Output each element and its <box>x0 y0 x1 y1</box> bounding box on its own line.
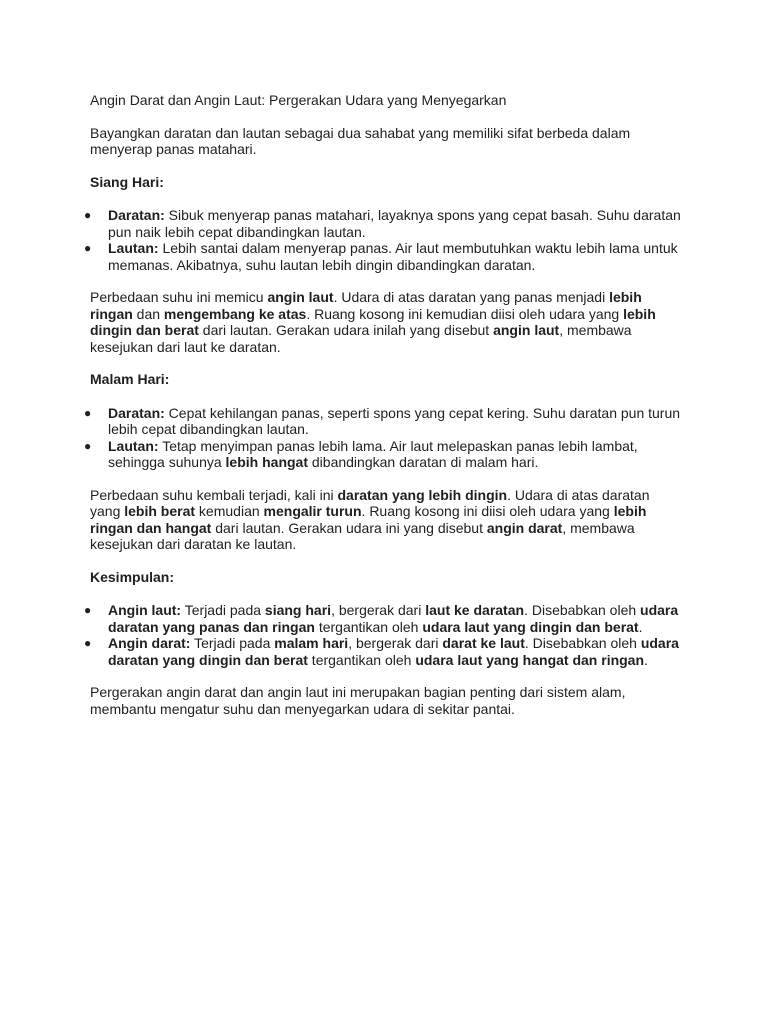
term-label: Daratan: <box>108 207 165 223</box>
text-run: Perbedaan suhu ini memicu <box>90 289 268 305</box>
document-body <box>84 92 682 733</box>
bold-run: darat ke laut <box>442 635 525 651</box>
item-text: Lebih santai dalam menyerap panas. Air laut membutuhkan waktu lebih lama untuk memanas. Akibatnya, suhu lautan lebih dingin dibandingkan daratan. <box>108 240 678 273</box>
text-run: . Ruang kosong ini diisi oleh udara yang <box>361 503 614 519</box>
text-run: . Disebabkan oleh <box>524 635 641 651</box>
text-run: , bergerak dari <box>348 635 443 651</box>
siang-explanation <box>90 289 682 355</box>
bold-run: angin laut <box>267 289 334 305</box>
item-text: Sibuk menyerap panas matahari, layaknya spons yang cepat basah. Suhu daratan pun naik lebih cepat dibandingkan lautan. <box>108 207 681 240</box>
text-run: kemudian <box>195 503 264 519</box>
siang-heading: Siang Hari: <box>90 173 164 190</box>
bullet-icon: ● <box>84 241 92 255</box>
bold-run: lebih hangat <box>225 454 308 470</box>
malam-list <box>84 404 682 471</box>
text-run: tergantikan oleh <box>307 651 416 668</box>
text-run: . Udara di atas daratan yang panas menjadi <box>333 289 610 305</box>
malam-heading: Malam Hari: <box>90 371 170 387</box>
bold-run: lebih berat <box>124 503 196 519</box>
term-label: Lautan: <box>108 240 159 256</box>
text-run: dari lautan. Gerakan udara inilah yang disebut <box>198 322 494 338</box>
text-run: , membawa kesejukan dari daratan ke lautan. <box>90 519 635 552</box>
intro-paragraph: Bayangkan daratan dan lautan sebagai dua sahabat yang memiliki sifat berbeda dalam menyerap panas matahari. <box>90 124 631 157</box>
text-run: . Disebabkan oleh <box>524 602 641 618</box>
bold-run: udara laut yang dingin dan berat <box>422 618 639 635</box>
bullet-icon: ● <box>84 438 92 453</box>
text-run: dari lautan. Gerakan udara ini yang disebut <box>211 519 487 536</box>
closing-paragraph: Pergerakan angin darat dan angin laut ini merupakan bagian penting dari sistem alam, membantu mengatur suhu dan menyegarkan udara di sekitar pantai. <box>90 684 626 717</box>
list-item <box>84 207 682 240</box>
document-title: Angin Darat dan Angin Laut: Pergerakan Udara yang Menyegarkan <box>90 92 507 108</box>
siang-list <box>84 207 682 273</box>
text-run: , bergerak dari <box>331 602 426 618</box>
text-run: . <box>638 618 643 635</box>
bold-run: angin laut <box>493 322 560 338</box>
bold-run: lebih ringan <box>90 289 642 322</box>
item-text: Cepat kehilangan panas, seperti spons yang cepat kering. Suhu daratan pun turun lebih cepat dibandingkan lautan. <box>108 404 681 437</box>
bold-run: lebih ringan dan hangat <box>90 503 647 536</box>
kesimpulan-heading: Kesimpulan: <box>90 568 175 585</box>
text-run: . Udara di atas daratan yang <box>90 486 650 519</box>
term-label: Angin darat: <box>108 635 191 651</box>
text-run: . Ruang kosong ini kemudian diisi oleh udara yang <box>306 305 624 322</box>
list-item <box>84 240 682 273</box>
list-item <box>84 602 682 635</box>
bullet-icon: ● <box>84 636 92 650</box>
bold-run: lebih dingin dan berat <box>90 305 656 338</box>
bold-run: siang hari <box>264 602 332 618</box>
list-item <box>84 437 682 471</box>
term-label: Lautan: <box>108 437 159 454</box>
text-run: Perbedaan suhu kembali terjadi, kali ini <box>90 486 338 503</box>
term-label: Angin laut: <box>108 602 182 618</box>
text-run: Terjadi pada <box>181 602 265 618</box>
bold-run: malam hari <box>274 635 349 651</box>
bullet-icon: ● <box>84 405 92 420</box>
text-run: , membawa kesejukan dari laut ke daratan. <box>90 322 632 355</box>
text-run: Terjadi pada <box>190 635 275 651</box>
term-label: Daratan: <box>108 404 165 421</box>
kesimpulan-list <box>84 602 682 668</box>
list-item <box>84 635 682 668</box>
list-item <box>84 404 682 438</box>
text-run: . <box>644 651 648 668</box>
bold-run: mengembang ke atas <box>163 305 307 322</box>
bullet-icon: ● <box>84 603 92 617</box>
item-text: Tetap menyimpan panas lebih lama. Air laut melepaskan panas lebih lambat, sehingga suhunya <box>108 437 638 470</box>
bold-run: mengalir turun <box>263 503 362 519</box>
bullet-icon: ● <box>84 208 92 222</box>
text-run: dan <box>132 305 164 322</box>
bold-run: udara laut yang hangat dan ringan <box>415 651 645 668</box>
bold-run: udara daratan yang panas dan ringan <box>108 602 679 635</box>
bold-run: laut ke daratan <box>425 602 525 618</box>
item-text: dibandingkan daratan di malam hari. <box>308 454 539 470</box>
text-run: tergantikan oleh <box>314 618 423 635</box>
bold-run: udara daratan yang dingin dan berat <box>108 635 679 668</box>
bold-run: daratan yang lebih dingin <box>337 486 508 503</box>
bold-run: angin darat <box>486 519 563 536</box>
malam-explanation <box>90 487 682 553</box>
